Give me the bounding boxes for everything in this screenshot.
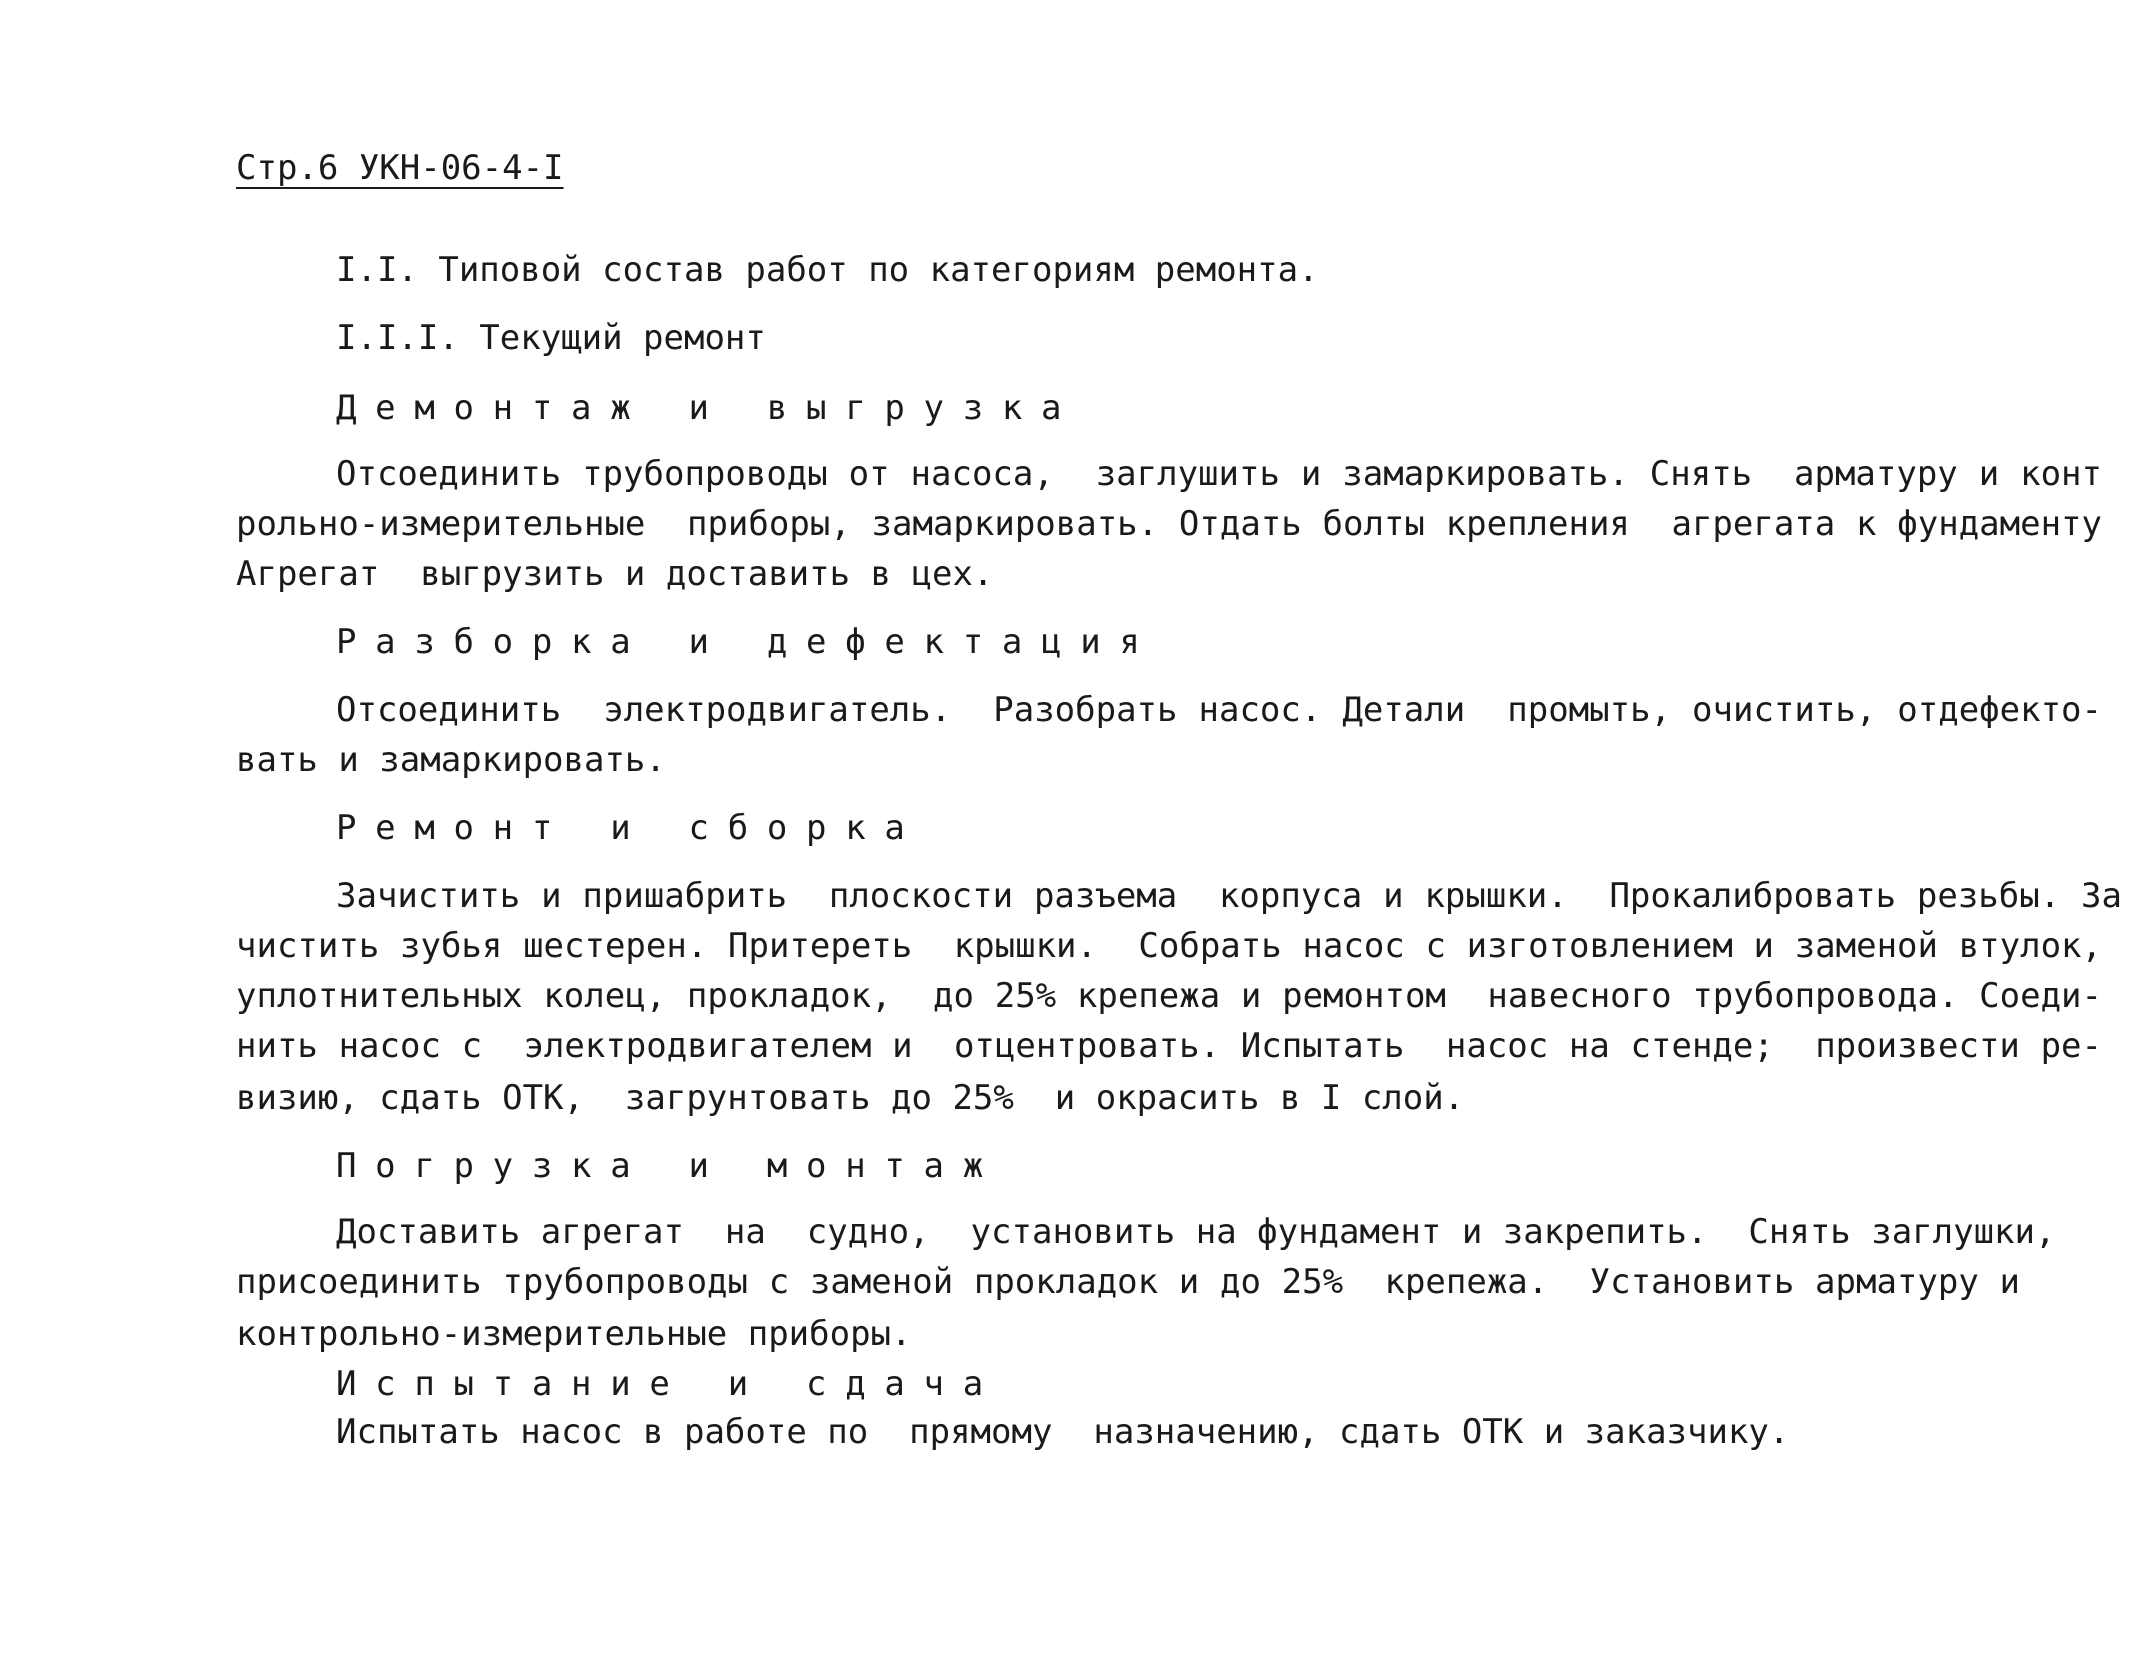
paragraph-line: присоединить трубопроводы с заменой прокладок и до 25% крепежа. Установить арматуру и xyxy=(236,1262,2020,1302)
page-header: Стр.6 УКН-06-4-I xyxy=(236,148,564,188)
section-title: I.I. Типовой состав работ по категориям ремонта. xyxy=(336,250,1319,290)
paragraph-line: Отсоединить трубопроводы от насоса, заглушить и замаркировать. Снять арматуру и конт xyxy=(336,454,2102,494)
subsection-title: I.I.I. Текущий ремонт xyxy=(336,318,766,358)
section-heading-repair: Ремонт и сборка xyxy=(336,808,924,848)
section-heading-disassembly: Разборка и дефектация xyxy=(336,622,1159,662)
paragraph-line: уплотнительных колец, прокладок, до 25% крепежа и ремонтом навесного трубопровода. Соеди- xyxy=(236,976,2102,1016)
paragraph-line: нить насос с электродвигателем и отцентровать. Испытать насос на стенде; произвести ре- xyxy=(236,1026,2102,1066)
paragraph-line: вать и замаркировать. xyxy=(236,740,666,780)
section-heading-dismantling: Демонтаж и выгрузка xyxy=(336,388,1081,428)
paragraph-line: Доставить агрегат на судно, установить на фундамент и закрепить. Снять заглушки, xyxy=(336,1212,2056,1252)
section-heading-loading: Погрузка и монтаж xyxy=(336,1146,1002,1186)
paragraph-line: контрольно-измерительные приборы. xyxy=(236,1314,912,1354)
paragraph-line: рольно-измерительные приборы, замаркировать. Отдать болты крепления агрегата к фундаменту xyxy=(236,504,2102,544)
paragraph-line: Испытать насос в работе по прямому назначению, сдать ОТК и заказчику. xyxy=(336,1412,1790,1452)
paragraph-line: визию, сдать ОТК, загрунтовать до 25% и окрасить в I слой. xyxy=(236,1078,1465,1118)
paragraph-line: Агрегат выгрузить и доставить в цех. xyxy=(236,554,994,594)
section-heading-testing: Испытание и сдача xyxy=(336,1364,1002,1404)
paragraph-line: Отсоединить электродвигатель. Разобрать насос. Детали промыть, очистить, отдефекто- xyxy=(336,690,2102,730)
paragraph-line: чистить зубья шестерен. Притереть крышки. Собрать насос с изготовлением и заменой втулок, xyxy=(236,926,2102,966)
paragraph-line: Зачистить и пришабрить плоскости разъема корпуса и крышки. Прокалибровать резьбы. За xyxy=(336,876,2122,916)
